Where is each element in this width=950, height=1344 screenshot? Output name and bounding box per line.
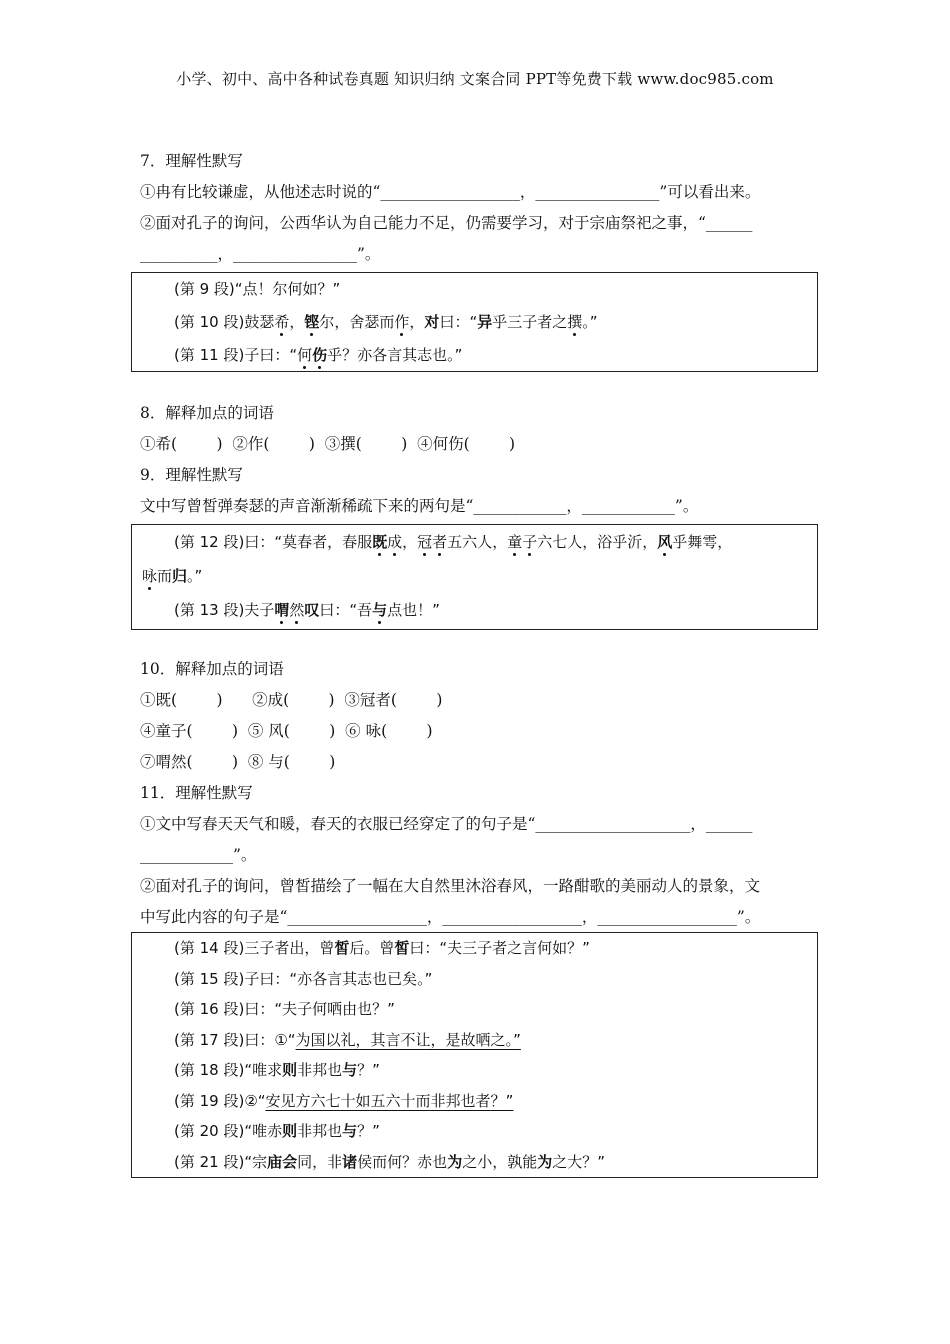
text: 曰：“夫三子者之言何如？” <box>409 939 590 957</box>
text: ， <box>409 313 425 331</box>
question-10-line-2: ④童子( ) ⑤ 风( ) ⑥ 咏( ) <box>140 722 433 740</box>
question-10-line-3: ⑦喟然( ) ⑧ 与( ) <box>140 753 336 771</box>
text-box-paragraphs-9-11 <box>131 272 818 372</box>
text: 而 <box>157 567 173 585</box>
dotted-word: 童 <box>507 533 523 551</box>
text: 后。曾 <box>349 939 395 957</box>
bold-word: 与 <box>342 1122 358 1140</box>
text: 侯而何？赤也 <box>357 1152 448 1171</box>
bold-word: 为 <box>537 1152 553 1171</box>
text: 乎舞雩， <box>672 533 733 551</box>
dotted-word: 咏 <box>142 567 158 585</box>
text: 非邦也 <box>297 1061 343 1079</box>
question-8 <box>140 398 818 522</box>
dotted-word: 铿 <box>304 313 320 331</box>
paragraph-20 <box>132 1116 817 1147</box>
paragraph-21 <box>132 1147 817 1178</box>
question-7-line-1: ①冉有比较谦虚，从他述志时说的“__________________，________________”可以看出来。 <box>140 183 761 201</box>
underlined-sentence: 安见方六七十如五六十而非邦也者？ <box>265 1091 506 1110</box>
text: (第 17 段)曰：①“ <box>174 1030 296 1049</box>
text: ” <box>505 1091 514 1110</box>
underlined-sentence: 为国以礼，其言不让，是故哂之。 <box>295 1030 514 1049</box>
question-10 <box>140 654 818 933</box>
text: ， <box>289 313 305 331</box>
text: 点也！” <box>387 601 440 619</box>
question-11-line-4: 中写此内容的句子是“__________________，__________________，__________________”。 <box>140 908 761 926</box>
dotted-word: 然 <box>289 601 305 619</box>
question-9-line-1: 文中写曾皙弹奏瑟的声音渐渐稀疏下来的两句是“____________，____________”。 <box>140 497 699 515</box>
paragraph-9: (第 9 段)“点！尔何如？” <box>174 280 341 298</box>
text: ？” <box>357 1061 380 1079</box>
text: (第 13 段)夫子 <box>174 601 275 619</box>
dotted-word: 成 <box>387 533 403 551</box>
dotted-word: 风 <box>657 533 673 551</box>
dotted-word: 撰 <box>567 313 583 331</box>
paragraph-17 <box>132 1025 817 1056</box>
dotted-word: 何 <box>297 346 313 364</box>
page-header: 小学、初中、高中各种试卷真题 知识归纳 文案合同 PPT等免费下载 www.doc985.com <box>176 70 774 88</box>
dotted-word: 冠 <box>417 533 433 551</box>
bold-word: 与 <box>342 1061 358 1079</box>
text: (第 10 段)鼓瑟 <box>174 313 275 331</box>
text: 。” <box>187 567 203 585</box>
text: 乎？亦各言其志也。” <box>327 346 463 364</box>
text: 五六人， <box>447 533 508 551</box>
bold-word: 则 <box>282 1061 298 1079</box>
bold-word: 庙 <box>267 1152 283 1171</box>
text: (第 18 段)“唯求 <box>174 1061 283 1079</box>
dotted-word: 与 <box>372 601 388 619</box>
dotted-word: 子 <box>522 533 538 551</box>
paragraph-14 <box>132 933 817 964</box>
bold-word: 则 <box>282 1122 298 1140</box>
text: (第 14 段)三子者出，曾 <box>174 939 335 957</box>
bold-word: 皙 <box>334 939 350 957</box>
question-8-title: 8．解释加点的词语 <box>140 404 274 422</box>
paragraph-12 <box>132 525 817 559</box>
question-11-line-1: ①文中写春天天气和暖，春天的衣服已经穿定了的句子是“____________________，______ <box>140 815 753 833</box>
question-10-title: 10．解释加点的词语 <box>140 660 284 678</box>
bold-word: 皙 <box>394 939 410 957</box>
text: 。” <box>582 313 598 331</box>
text: (第 20 段)“唯赤 <box>174 1122 283 1140</box>
text: 曰：“ <box>439 313 478 331</box>
paragraph-11 <box>132 339 817 372</box>
text: 之大？” <box>552 1152 606 1171</box>
dotted-word: 作 <box>394 313 410 331</box>
text-box-paragraphs-12-13 <box>131 524 818 630</box>
dotted-word: 既 <box>372 533 388 551</box>
question-7-line-3: __________，________________”。 <box>140 245 381 263</box>
question-7 <box>140 146 818 270</box>
text: ” <box>513 1030 521 1049</box>
question-10-line-1: ①既( ) ②成( ) ③冠者( ) <box>140 691 443 709</box>
question-8-line-1: ①希( ) ②作( ) ③撰( ) ④何伤( ) <box>140 435 516 453</box>
text: (第 12 段)曰：“莫春者，春服 <box>174 533 373 551</box>
text: 之小，孰能 <box>462 1152 538 1171</box>
text: ， <box>402 533 418 551</box>
text: 非邦也 <box>297 1122 343 1140</box>
bold-word: 会 <box>282 1152 298 1171</box>
question-9-title: 9．理解性默写 <box>140 466 243 484</box>
question-11-line-2: ____________”。 <box>140 846 257 864</box>
dotted-word: 希 <box>274 313 290 331</box>
text-box-paragraphs-14-21 <box>131 932 818 1178</box>
paragraph-10 <box>132 306 817 339</box>
bold-word: 为 <box>447 1152 463 1171</box>
bold-word: 对 <box>424 313 440 331</box>
dotted-word: 者 <box>432 533 448 551</box>
bold-word: 异 <box>477 313 493 331</box>
question-7-line-2: ②面对孔子的询问，公西华认为自己能力不足，仍需要学习，对于宗庙祭祀之事，“______ <box>140 214 753 232</box>
dotted-word: 伤 <box>312 346 328 364</box>
text: ？” <box>357 1122 380 1140</box>
paragraph-13 <box>132 593 817 627</box>
dotted-word: 喟 <box>274 601 290 619</box>
text: 六七人，浴乎沂， <box>537 533 658 551</box>
text: 尔，舍瑟而 <box>319 313 395 331</box>
paragraph-16: (第 16 段)曰：“夫子何哂由也？” <box>174 1000 395 1018</box>
question-11-title: 11．理解性默写 <box>140 784 253 802</box>
text: 乎三子者之 <box>492 313 568 331</box>
question-11-line-3: ②面对孔子的询问，曾皙描绘了一幅在大自然里沐浴春风，一路酣歌的美丽动人的景象，文 <box>140 877 761 895</box>
paragraph-15: (第 15 段)子曰：“亦各言其志也已矣。” <box>174 969 433 988</box>
bold-word: 归 <box>172 567 188 585</box>
paragraph-18 <box>132 1055 817 1086</box>
text: 同，非 <box>297 1152 343 1171</box>
text: 曰：“吾 <box>319 601 373 619</box>
text: (第 11 段)子曰：“ <box>174 346 298 364</box>
text: (第 21 段)“宗 <box>174 1152 268 1171</box>
bold-word: 诸 <box>342 1152 358 1171</box>
question-7-title: 7．理解性默写 <box>140 152 243 170</box>
bold-word: 叹 <box>304 601 320 619</box>
paragraph-12-continued <box>132 559 817 593</box>
paragraph-19 <box>132 1086 817 1117</box>
text: (第 19 段)②“ <box>174 1091 266 1110</box>
